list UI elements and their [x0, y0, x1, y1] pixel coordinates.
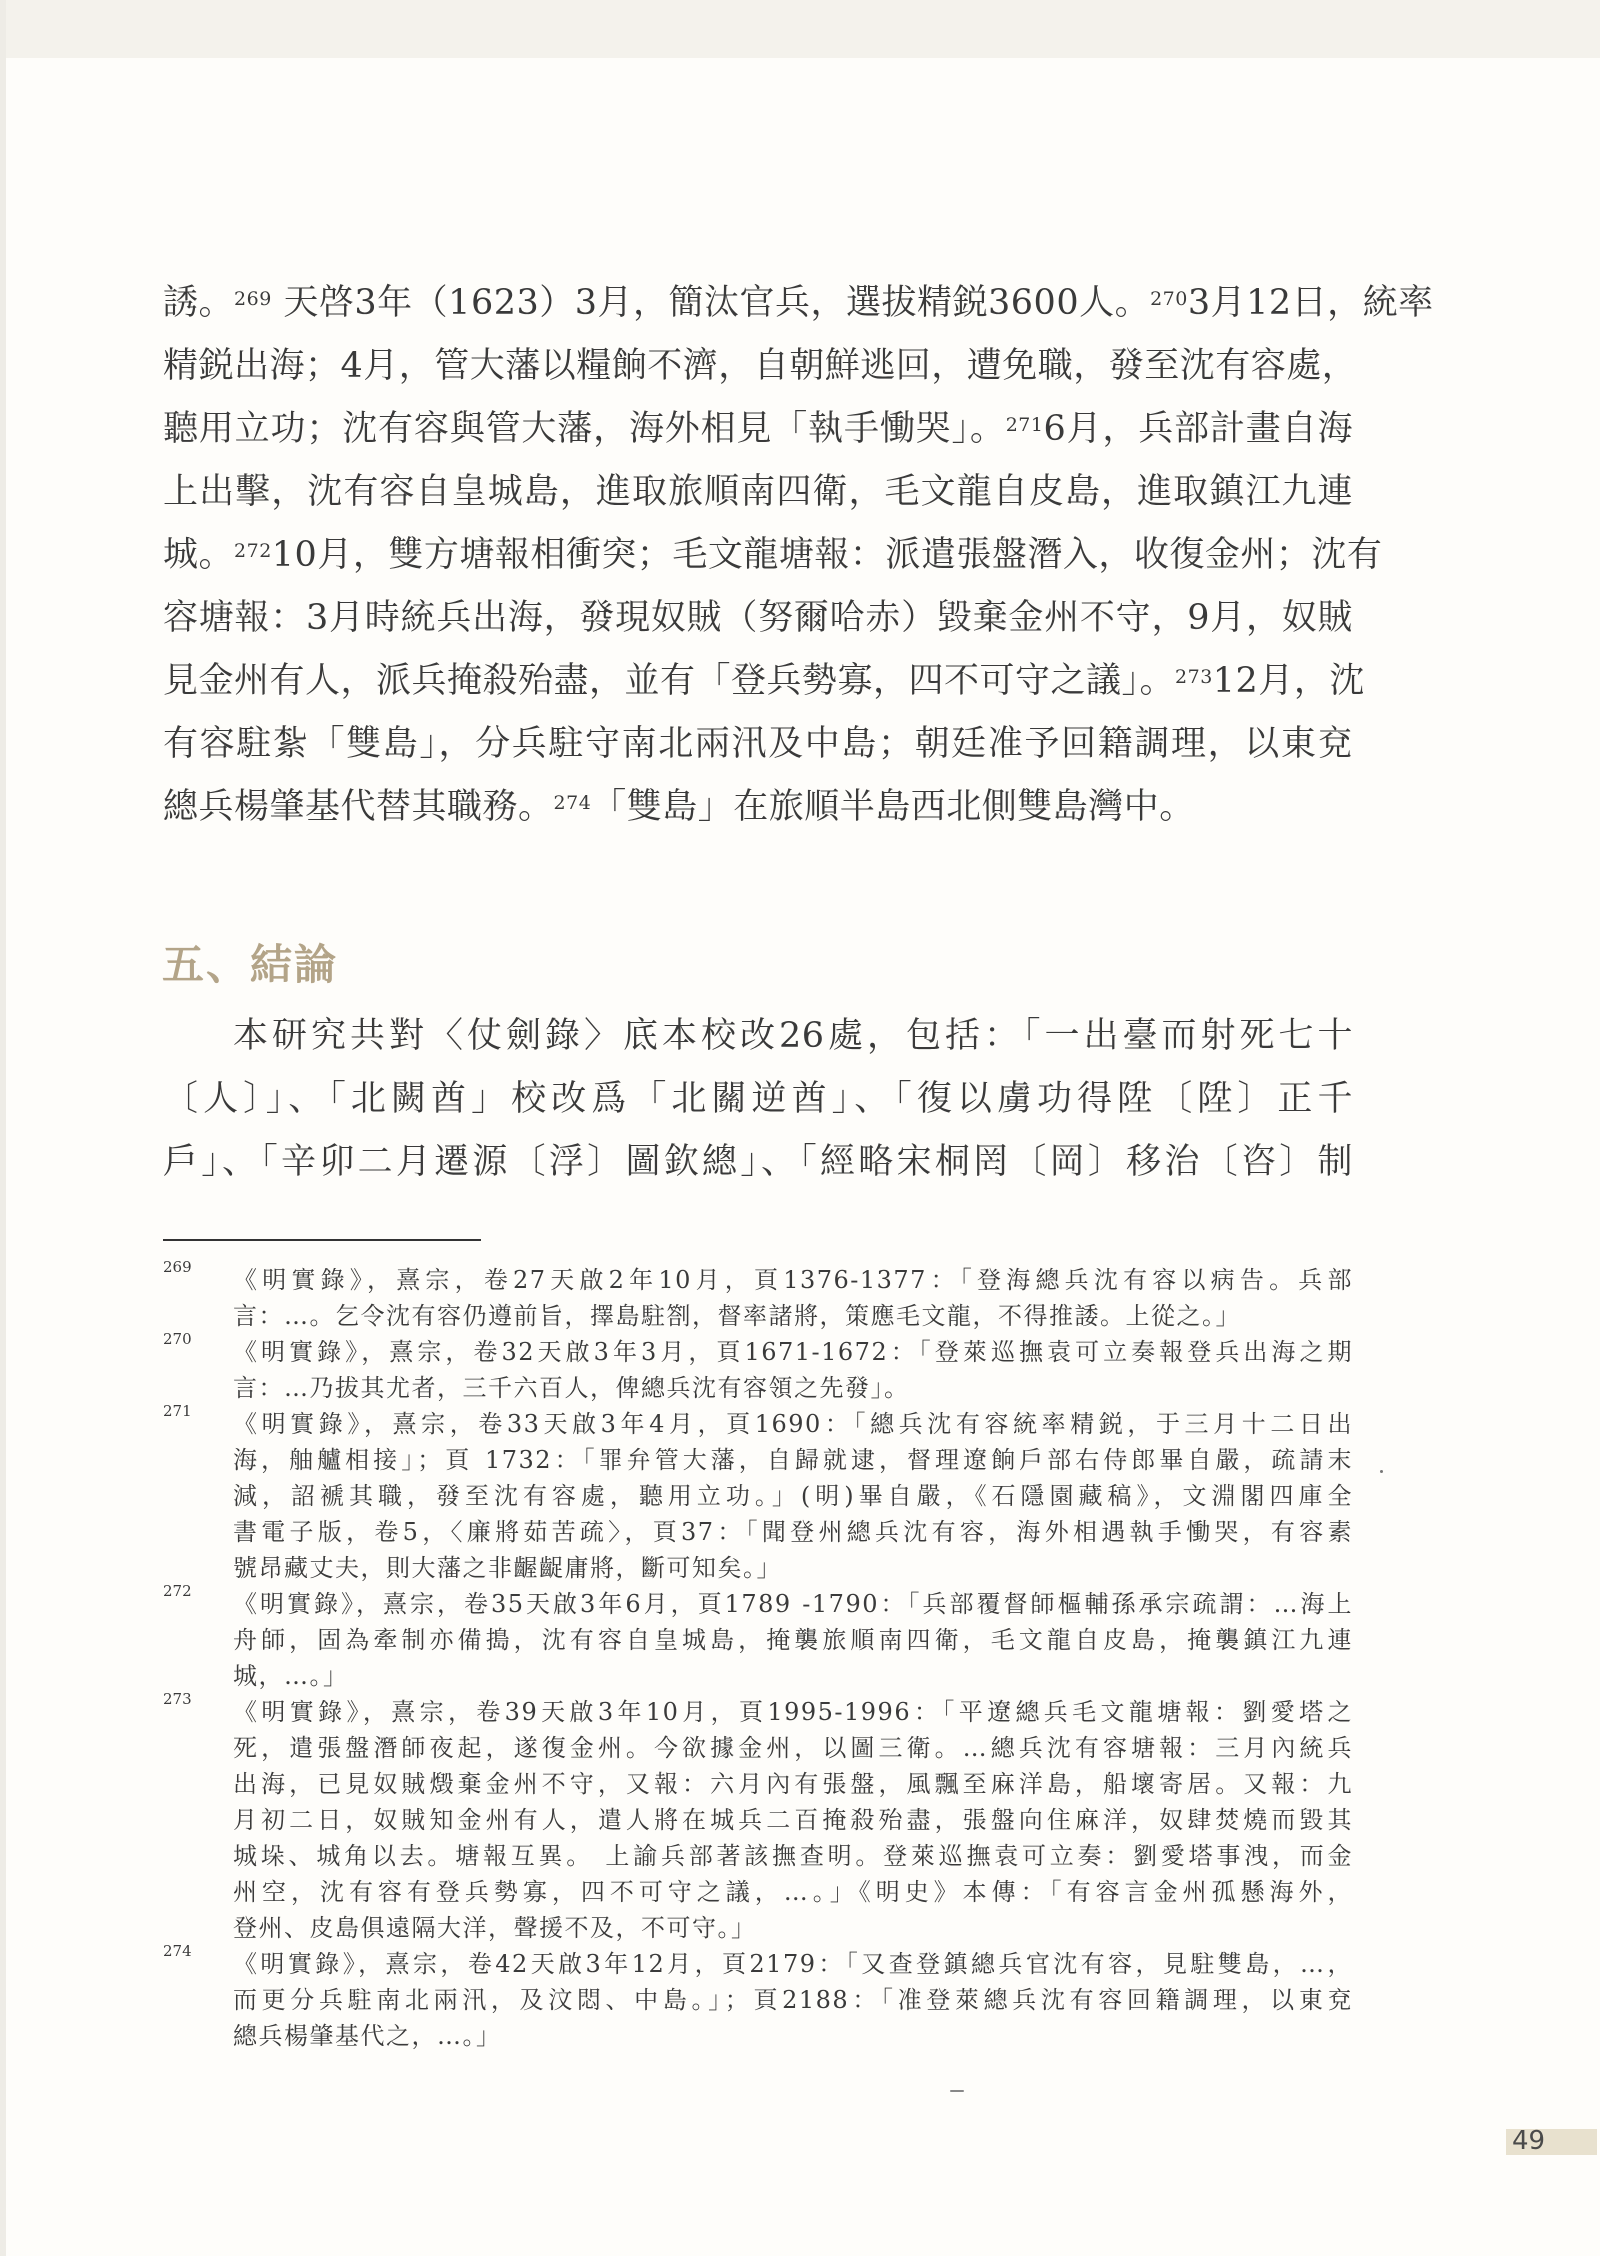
body-text-run: 有容駐紮「雙島」，分兵駐守南北兩汛及中島；朝廷准予回籍調理，以東兗: [163, 724, 1353, 764]
footnotes: [163, 1258, 1353, 2054]
body-text-run: 12月，沈: [1212, 661, 1365, 701]
footnote-line: 月初二日，奴賊知金州有人，遣人將在城兵二百掩殺殆盡，張盤向住麻洋，奴肆焚燒而毀其: [233, 1806, 1353, 1834]
footnote-line: 言：…乃拔其尤者，三千六百人，俾總兵沈有容領之先發」。: [233, 1374, 910, 1402]
footnote-line: 死，遣張盤潛師夜起，遂復金州。今欲據金州，以圖三衛。…總兵沈有容塘報：三月內統兵: [233, 1734, 1353, 1762]
footnote-line: 舟師，固為牽制亦備搗，沈有容自皇城島，掩襲旅順南四衛，毛文龍自皮島，掩襲鎮江九連: [233, 1626, 1353, 1654]
body-line: [163, 524, 1383, 587]
conclusion-paragraph: [163, 1005, 1353, 1194]
body-text-run: 3月12日，統率: [1187, 283, 1434, 323]
body-text-run: 「雙島」在旅順半島西北側雙島灣中。: [591, 787, 1195, 827]
body-text-run: 上出擊，沈有容自皇城島，進取旅順南四衛，毛文龍自皮島，進取鎮江九連: [163, 472, 1353, 512]
footnote-line: 《明實錄》，熹宗，卷27天啟2年10月，頁1376-1377：「登海總兵沈有容以病告。兵部: [233, 1266, 1353, 1294]
footnote-line: 《明實錄》，熹宗，卷33天啟3年4月，頁1690：「總兵沈有容統率精鋭，于三月十二日出: [233, 1410, 1353, 1438]
footnote-line: 《明實錄》，熹宗，卷39天啟3年10月，頁1995-1996：「平遼總兵毛文龍塘報：劉愛塔之: [233, 1698, 1353, 1726]
footnote-line: 總兵楊肇基代之，…。」: [233, 2022, 502, 2050]
body-text-run: 見金州有人，派兵掩殺殆盡，並有「登兵勢寡，四不可守之議」。: [163, 661, 1176, 701]
footnote-line: 減，詔褫其職，發至沈有容處，聽用立功。」(明)畢自嚴，《石隱園藏稿》，文淵閣四庫全: [233, 1482, 1353, 1510]
footnote-ref: 273: [1175, 666, 1213, 688]
footnote-number: 272: [163, 1582, 192, 1600]
footnote-line: 言：…。乞令沈有容仍遵前旨，擇島駐劄，督率諸將，策應毛文龍，不得推諉。上從之。」: [233, 1302, 1241, 1330]
conclusion-line: 本研究共對〈仗劍錄〉底本校改26處，包括：「一出臺而射死七十: [233, 1016, 1353, 1056]
body-paragraph: [163, 272, 1434, 839]
footnote-line: 《明實錄》，熹宗，卷42天啟3年12月，頁2179：「又查登鎮總兵官沈有容，見駐雙島，…，: [233, 1950, 1353, 1978]
footnote-line: 海，舳艫相接」；頁 1732：「罪弁管大藩，自歸就逮，督理遼餉戶部右侍郎畢自嚴，疏請末: [233, 1446, 1353, 1474]
footnote-ref: 274: [553, 792, 592, 814]
body-line: [163, 461, 1353, 524]
body-line: [163, 713, 1353, 776]
body-text-run: 10月，雙方塘報相衝突；毛文龍塘報：派遣張盤潛入，收復金州；沈有: [271, 535, 1383, 575]
body-text-run: 天啓3年（1623）3月，簡汰官兵，選拔精鋭3600人。: [271, 283, 1151, 323]
body-text-run: 6月，兵部計畫自海: [1043, 409, 1353, 449]
body-text-run: 精鋭出海；4月，管大藩以糧餉不濟，自朝鮮逃回，遭免職，發至沈有容處，: [163, 346, 1358, 386]
footnote-line: 號昂藏丈夫，則大藩之非齷齪庸將，斷可知矣。」: [233, 1554, 782, 1582]
footnote-number: 274: [163, 1942, 192, 1960]
page-gutter-edge: [0, 0, 6, 2256]
footnote-number: 269: [163, 1258, 192, 1276]
footnote: [163, 1402, 1353, 1586]
footnote-line: 《明實錄》，熹宗，卷32天啟3年3月，頁1671-1672：「登萊巡撫袁可立奏報登兵出海之期: [233, 1338, 1353, 1366]
body-text-run: 總兵楊肇基代替其職務。: [163, 787, 554, 827]
body-line: [163, 587, 1353, 650]
footnote-line: 出海，已見奴賊燬棄金州不守，又報：六月內有張盤，風飄至麻洋島，船壞寄居。又報：九: [233, 1770, 1353, 1798]
footnote-line: 書電子版，卷5，〈廉將茹苦疏〉，頁37：「聞登州總兵沈有容，海外相遇執手慟哭，有容素: [233, 1518, 1353, 1546]
footnote: [163, 1942, 1353, 2054]
footnote-ref: 272: [234, 540, 272, 562]
body-text-run: 城。: [163, 535, 235, 575]
footnote-line: 城，…。」: [233, 1662, 349, 1690]
page-number: 49: [1512, 2126, 1546, 2156]
footnote-number: 270: [163, 1330, 192, 1348]
footnote-line: 州空，沈有容有登兵勢寡，四不可守之議，…。」《明史》本傳：「有容言金州孤懸海外，: [233, 1878, 1353, 1906]
body-text-run: 誘。: [163, 283, 235, 323]
footnote-separator: [163, 1239, 481, 1241]
footnote-line: 而更分兵駐南北兩汛，及汶悶、中島。」；頁2188：「准登萊總兵沈有容回籍調理，以東兗: [233, 1986, 1353, 2014]
footnote: [163, 1258, 1353, 1334]
body-line: [163, 776, 1353, 839]
footnote: [163, 1330, 1353, 1406]
scan-speck: [1380, 1470, 1383, 1473]
footnote-number: 273: [163, 1690, 192, 1708]
body-line: [163, 398, 1353, 461]
footnote: [163, 1690, 1353, 1946]
conclusion-line: 〔人〕」、「北闕酋」校改爲「北關逆酋」、「復以虜功得陞〔陞〕正千: [163, 1079, 1353, 1119]
footnote-line: 登州、皮島俱遠隔大洋，聲援不及，不可守。」: [233, 1914, 757, 1942]
footnote-line: 《明實錄》，熹宗，卷35天啟3年6月，頁1789 -1790：「兵部覆督師樞輔孫承宗疏謂：…海上: [233, 1590, 1353, 1618]
body-text-run: 聽用立功；沈有容與管大藩，海外相見「執手慟哭」。: [163, 409, 1006, 449]
footnote-number: 271: [163, 1402, 192, 1420]
footnote-ref: 271: [1005, 414, 1044, 436]
page-top-band: [0, 0, 1600, 58]
footnote-line: 城垛、城角以去。塘報互異。 上諭兵部著該撫查明。登萊巡撫袁可立奏：劉愛塔事洩，而金: [233, 1842, 1353, 1870]
body-line: [163, 272, 1434, 335]
body-line: [163, 650, 1365, 713]
footnote: [163, 1582, 1353, 1694]
footnote-ref: 270: [1150, 288, 1188, 310]
body-text-run: 容塘報：3月時統兵出海，發現奴賊（努爾哈赤）毀棄金州不守，9月，奴賊: [163, 598, 1353, 638]
section-heading: 五、結論: [162, 940, 339, 989]
scan-speck: [950, 2090, 964, 2092]
body-line: [163, 335, 1358, 398]
conclusion-line: 戶」、「辛卯二月遷源〔浮〕圖欽總」、「經略宋桐罔〔岡〕移治〔咨〕制: [163, 1142, 1353, 1182]
footnote-ref: 269: [234, 288, 272, 310]
